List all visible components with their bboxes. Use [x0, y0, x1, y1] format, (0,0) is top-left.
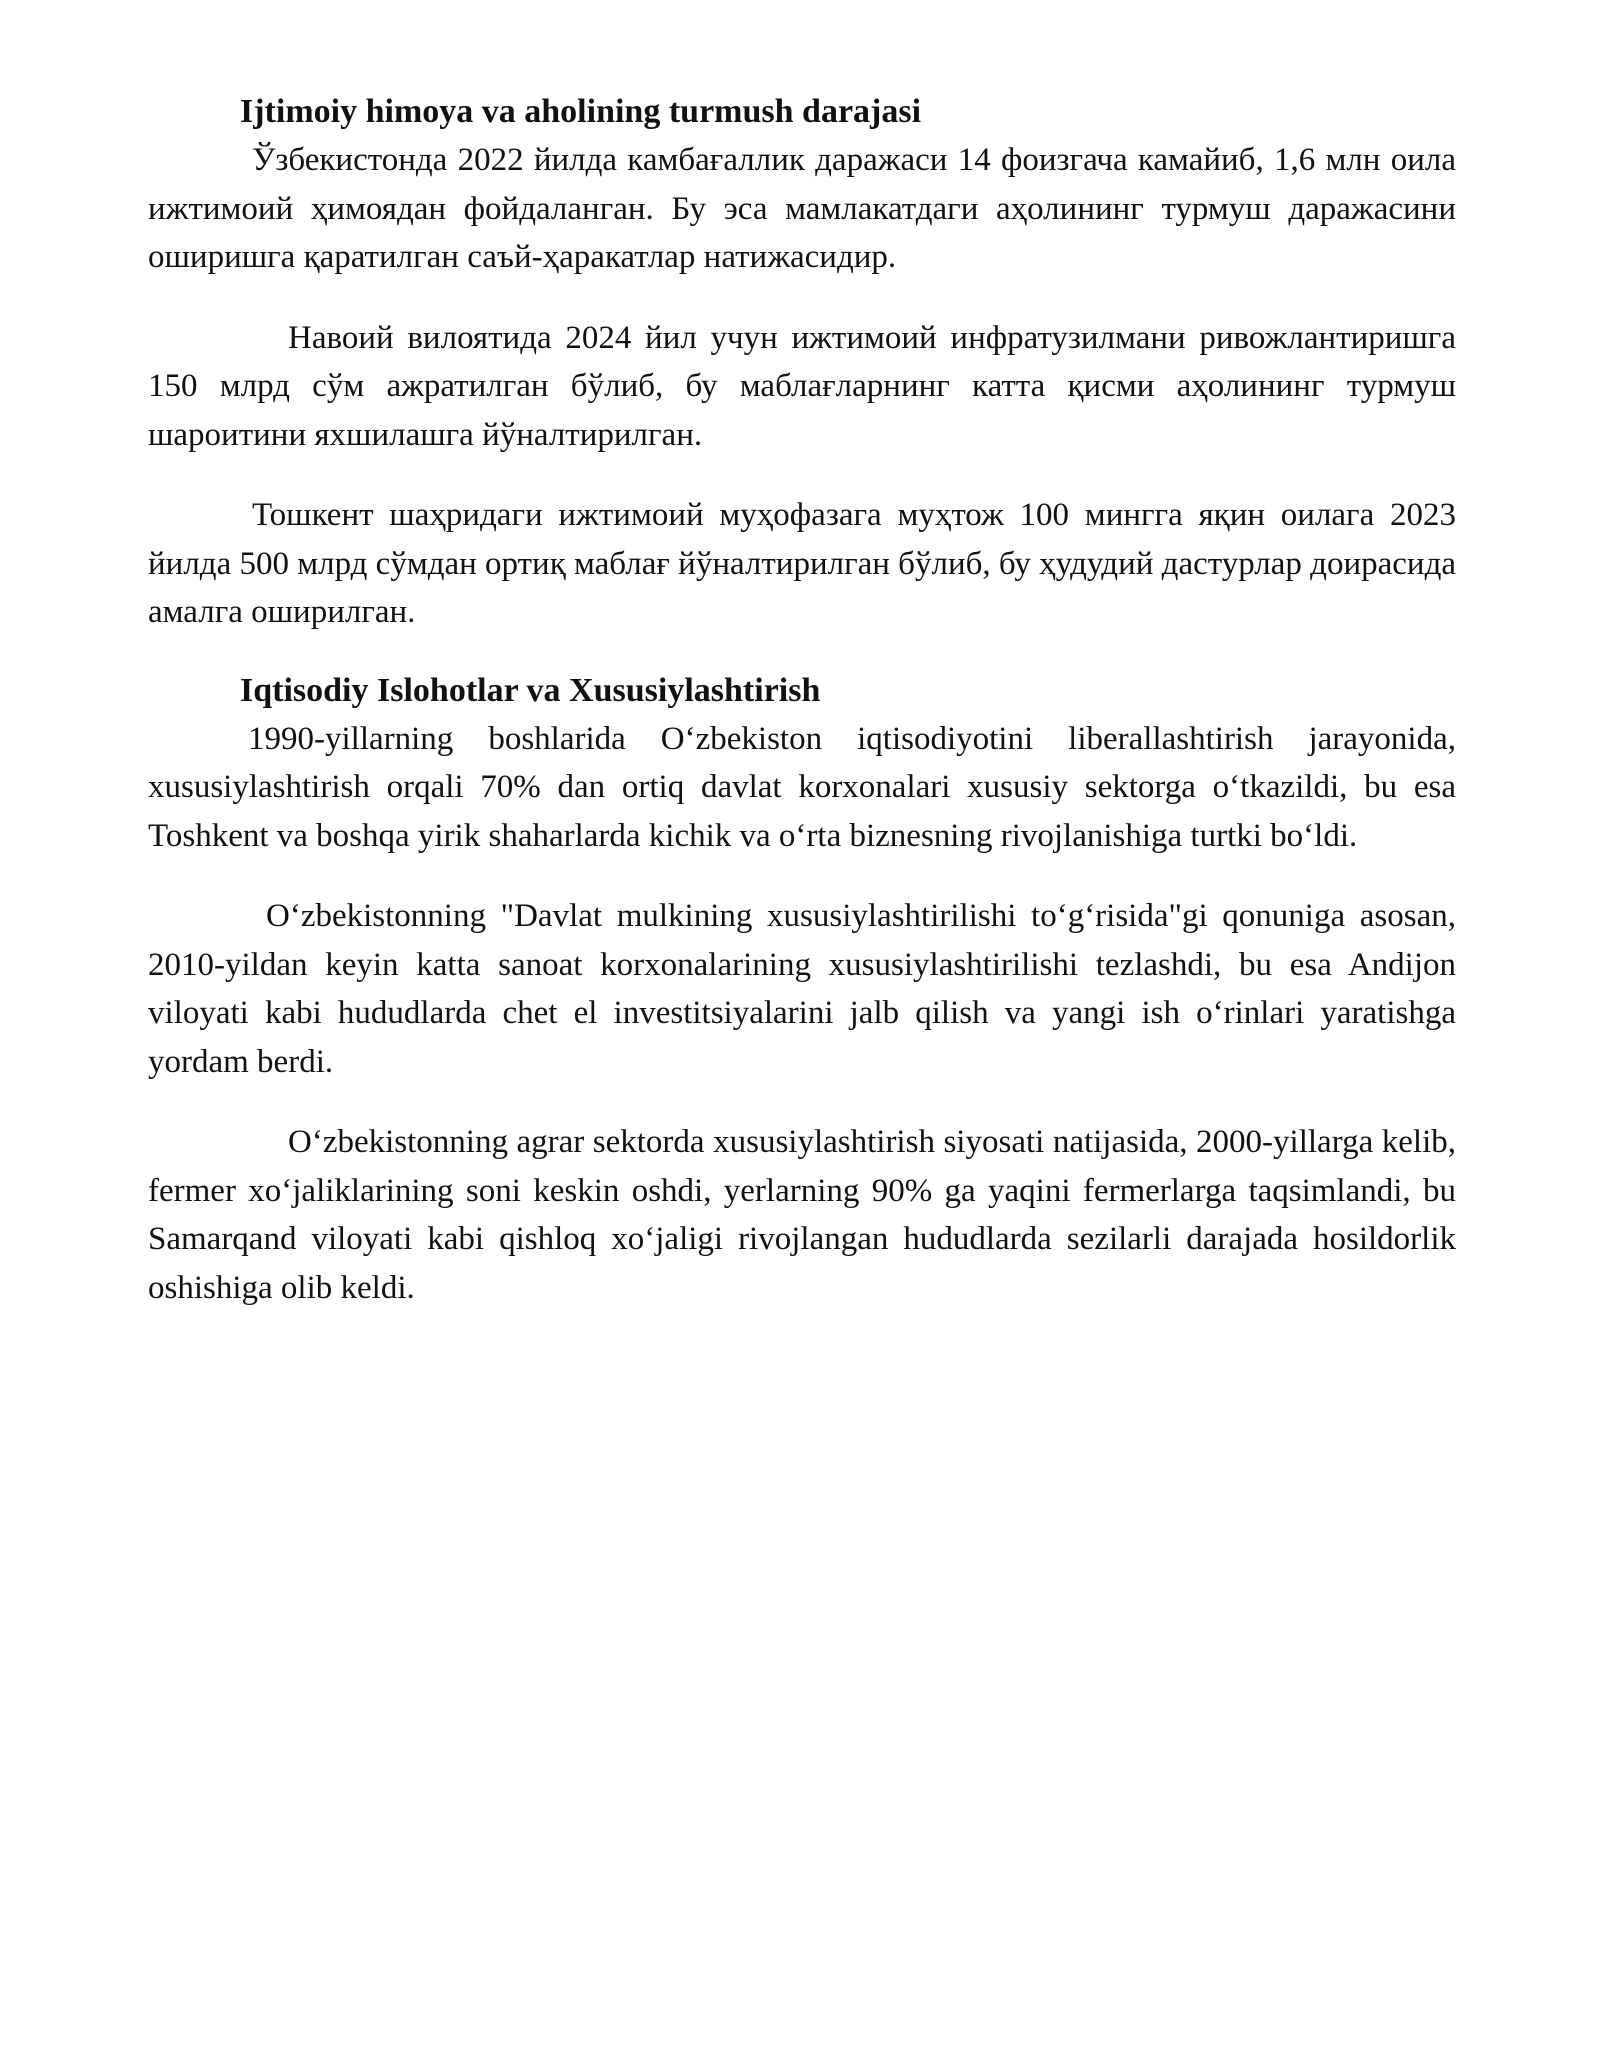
section-heading-social-protection: Ijtimoiy himoya va aholining turmush darajasi — [240, 93, 922, 130]
section-heading-economic-reforms: Iqtisodiy Islohotlar va Xususiylashtirish — [240, 671, 821, 709]
section-spacer — [148, 637, 1456, 667]
paragraph: O‘zbekistonning "Davlat mulkining xususiylashtirilishi to‘g‘risida"gi qonuniga asosan, 2010-yildan keyin katta sanoat korxonalarining xususiylashtirilishi tezlashdi, bu esa Andijon viloyati kabi hududlarda chet el investitsiyalarini jalb qilish va yangi ish o‘rinlari yaratishga yordam berdi. — [148, 898, 1456, 1080]
paragraph: Навоий вилоятида 2024 йил учун ижтимоий инфратузилмани ривожлантиришга 150 млрд сўм ажратилган бўлиб, бу маблағларнинг катта қисми аҳолининг турмуш шароитини яхшилашга йўналтирилган. — [148, 319, 1456, 453]
paragraph-spacer — [148, 282, 1456, 314]
paragraph: O‘zbekistonning agrar sektorda xususiylashtirish siyosati natijasida, 2000-yillarga kelib, fermer xo‘jaliklarining soni keskin oshdi, yerlarning 90% ga yaqini fermerlarga taqsimlandi, bu Samarqand viloyati kabi qishloq xo‘jaligi rivojlangan hududlarda sezilarli darajada hosildorlik oshishiga olib keldi. — [148, 1124, 1456, 1306]
document-page — [148, 88, 1456, 1312]
paragraph: Ўзбекистонда 2022 йилда камбағаллик даражаси 14 фоизгача камайиб, 1,6 млн оила ижтимоий ҳимоядан фойдаланган. Бу эса мамлакатдаги аҳолининг турмуш даражасини оширишга қаратилган саъй-ҳаракатлар натижасидир. — [148, 142, 1456, 275]
paragraph-spacer — [148, 860, 1456, 892]
paragraph: Тошкент шаҳридаги ижтимоий муҳофазага муҳтож 100 мингга яқин оилага 2023 йилда 500 млрд сўмдан ортиқ маблағ йўналтирилган бўлиб, бу ҳудудий дастурлар доирасида амалга оширилган. — [148, 497, 1457, 630]
paragraph: 1990-yillarning boshlarida O‘zbekiston iqtisodiyotini liberallashtirish jarayonida, xususiylashtirish orqali 70% dan ortiq davlat korxonalari xususiy sektorga o‘tkazildi, bu esa Toshkent va boshqa yirik shaharlarda kichik va o‘rta biznesning rivojlanishiga turtki bo‘ldi. — [148, 720, 1456, 854]
paragraph-spacer — [148, 1086, 1456, 1118]
paragraph-spacer — [148, 459, 1456, 491]
